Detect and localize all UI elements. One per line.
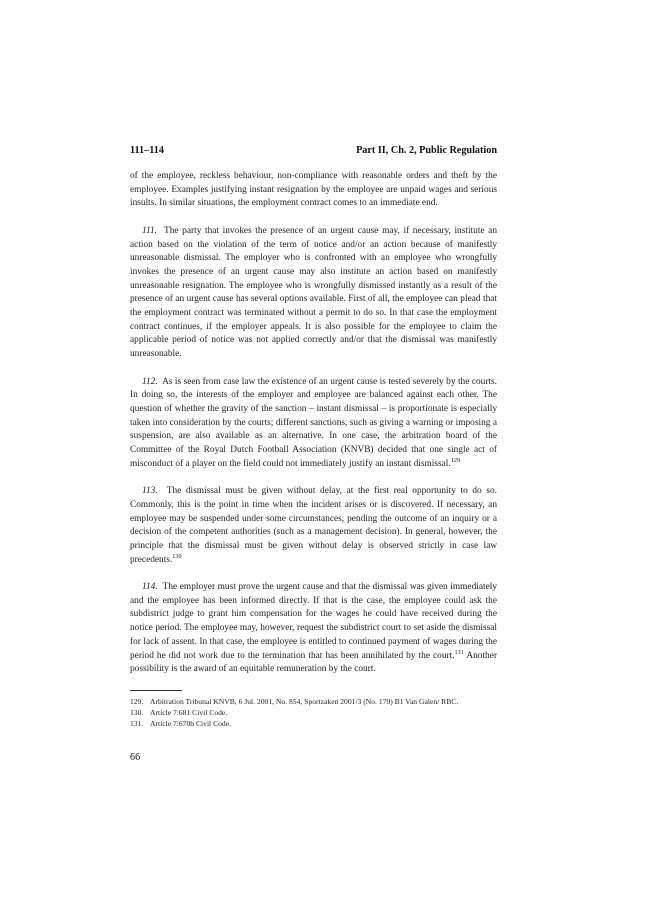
footnote-item — [130, 696, 497, 707]
header-paragraph-range: 111–114 — [130, 145, 164, 156]
paragraph-text: of the employee, reckless behaviour, non-compliance with reasonable orders and theft by the employee. Examples justifying instant resignation by the employee are unpaid wages and serious insults. In similar situations, the employment contract comes to an immediate end. — [130, 171, 497, 209]
paragraph-text: The party that invokes the presence of an urgent cause may, if necessary, institute an action based on the violation of the term of notice and/or an action because of manifestly unreasonable dismissal. The employer who is confronted with an employee who wrongfully invokes the presence of an urgent cause may also institute an action based on manifestly unreasonable resignation. The employee who is wrongfully dismissed instantly as a result of the presence of an urgent cause has several options available. First of all, the employee can plead that the employment contract was terminated without a permit to do so. In that case the employment contract continues, if the employer appeals. It is also possible for the employee to claim the applicable period of notice was not applied correctly and/or that the dismissal was manifestly unreasonable. — [130, 225, 497, 360]
footnote-ref[interactable]: 130 — [172, 552, 182, 560]
page-number: 66 — [130, 752, 141, 763]
paragraph-number: 114. — [142, 582, 158, 593]
paragraph-text: As is seen from case law the existence of an urgent cause is tested severely by the courts. In doing so, the interests of the employer and employee are balanced against each other. The question of whether the gravity of the sanction – instant dismissal – is proportionate is especially taken into consideration by the courts; different sanctions, such as giving a warning or imposing a suspension, are also available as an alternative. In one case, the arbitration board of the Committee of the Royal Dutch Football Association (KNVB) decided that one single act of misconduct of a player on the field could not immediately justify an instant dismissal. — [130, 376, 497, 469]
running-header — [130, 144, 497, 157]
paragraph-111 — [130, 225, 497, 362]
paragraph-113 — [130, 485, 497, 567]
footnote-item — [130, 718, 497, 729]
footnote-ref[interactable]: 131 — [454, 648, 464, 656]
paragraph-112 — [130, 376, 497, 472]
footnotes — [130, 696, 497, 730]
paragraph-number: 112. — [142, 376, 158, 387]
footnote-divider — [130, 690, 182, 691]
footnote-number: 131. — [130, 719, 144, 729]
paragraph-continuation — [130, 170, 497, 211]
footnote-text: Article 7:670b Civil Code. — [150, 719, 231, 729]
footnote-number: 129. — [130, 697, 144, 706]
footnote-item — [130, 707, 497, 718]
paragraph-text-tail: Another possibility is the award of an equitable remuneration by the court. — [130, 650, 497, 675]
footnote-ref[interactable]: 129 — [450, 456, 461, 464]
footnote-number: 130. — [130, 708, 144, 718]
footnote-text: Article 7:681 Civil Code. — [150, 708, 228, 718]
paragraph-114 — [130, 581, 497, 677]
paragraph-number: 111. — [142, 225, 157, 236]
footnote-text: Arbitration Tribunal KNVB, 6 Jul. 2001, No. 854, Sportzaken 2001/3 (No. 179) B1 Van Galen/ RBC. — [150, 697, 459, 706]
paragraph-text: The dismissal must be given without delay, at the first real opportunity to do so. Commonly, this is the point in time when the incident arises or is discovered. If necessary, an employee may be suspended under some circumstances, pending the outcome of an inquiry or a decision of the competent authorities (such as a management decision). In general, however, the principle that the dismissal must be given without delay is observed strictly in case law precedents. — [130, 486, 497, 565]
body-text — [130, 170, 497, 691]
header-chapter-title: Part II, Ch. 2, Public Regulation — [356, 145, 497, 156]
paragraph-number: 113. — [142, 486, 158, 497]
paragraph-text: The employer must prove the urgent cause and that the dismissal was given immediately and the employee has been informed directly. If that is the case, the employee could ask the subdistrict judge to grant him compensation for the wages he could have received during the notice period. The employee may, however, request the subdistrict court to set aside the dismissal for lack of assent. In that case, the employee is entitled to continued payment of wages during the period he did not work due to the termination that has been annihilated by the court. — [130, 582, 498, 661]
